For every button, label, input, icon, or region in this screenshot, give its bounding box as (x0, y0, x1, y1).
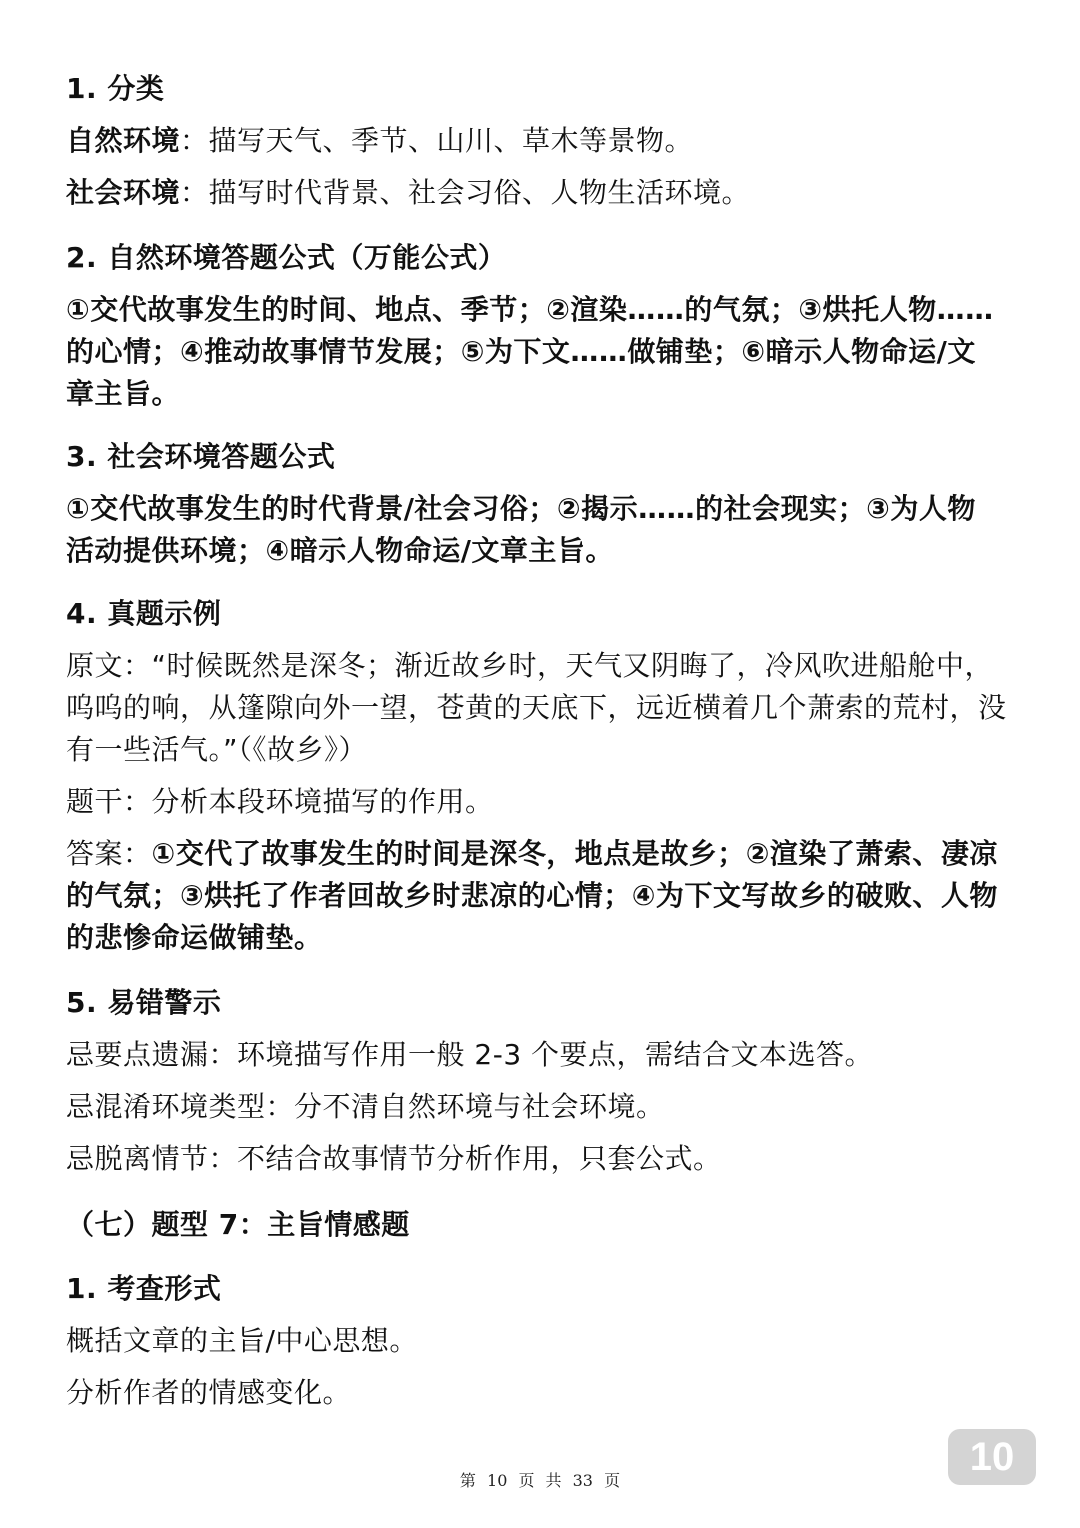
natural-environment-line (66, 121, 1026, 161)
heading-example: 4. 真题示例 (66, 597, 222, 630)
heading-common-errors: 5. 易错警示 (66, 986, 222, 1019)
social-environment-label: 社会环境 (66, 176, 181, 209)
original-text-line: 有一些活气。”（《故乡》） (66, 733, 368, 766)
heading-natural-formula: 2. 自然环境答题公式（万能公式） (66, 241, 507, 274)
social-environment-line (66, 173, 1026, 213)
error-item: 忌要点遗漏：环境描写作用一般 2-3 个要点，需结合文本选答。 (66, 1038, 874, 1071)
heading-test-form: 1. 考查形式 (66, 1272, 222, 1305)
social-environment-text: ：描写时代背景、社会习俗、人物生活环境。 (180, 176, 751, 209)
answer-label: 答案： (66, 837, 152, 870)
natural-formula-line: 章主旨。 (66, 377, 181, 410)
social-formula-line: 活动提供环境；④暗示人物命运/文章主旨。 (66, 534, 614, 567)
page-number-badge: 10 (948, 1429, 1036, 1485)
natural-environment-label: 自然环境 (66, 124, 181, 157)
original-text-line: 原文：“时候既然是深冬；渐近故乡时，天气又阴晦了，冷风吹进船舱中， (66, 649, 994, 682)
answer-line: 的气氛；③烘托了作者回故乡时悲凉的心情；④为下文写故乡的破败、人物 (66, 879, 998, 912)
heading-classification: 1. 分类 (66, 72, 165, 105)
answer-line (66, 834, 1026, 874)
error-item: 忌脱离情节：不结合故事情节分析作用，只套公式。 (66, 1142, 722, 1175)
error-item: 忌混淆环境类型：分不清自然环境与社会环境。 (66, 1090, 665, 1123)
test-form-item: 概括文章的主旨/中心思想。 (66, 1324, 418, 1357)
social-formula-line: ①交代故事发生的时代背景/社会习俗；②揭示……的社会现实；③为人物 (66, 492, 976, 525)
natural-environment-text: ：描写天气、季节、山川、草木等景物。 (180, 124, 694, 157)
question-line: 题干：分析本段环境描写的作用。 (66, 785, 494, 818)
heading-social-formula: 3. 社会环境答题公式 (66, 440, 336, 473)
natural-formula-line: 的心情；④推动故事情节发展；⑤为下文……做铺垫；⑥暗示人物命运/文 (66, 335, 976, 368)
test-form-item: 分析作者的情感变化。 (66, 1376, 352, 1409)
natural-formula-line: ①交代故事发生的时间、地点、季节；②渲染……的气氛；③烘托人物…… (66, 293, 994, 326)
page-footer: 第 10 页 共 33 页 (459, 1471, 621, 1490)
heading-theme-question-type: （七）题型 7：主旨情感题 (66, 1208, 410, 1241)
answer-text: ①交代了故事发生的时间是深冬，地点是故乡；②渲染了萧索、凄凉 (151, 837, 998, 870)
original-text-line: 呜呜的响，从篷隙向外一望，苍黄的天底下，远近横着几个萧索的荒村，没 (66, 691, 1007, 724)
answer-line: 的悲惨命运做铺垫。 (66, 921, 323, 954)
